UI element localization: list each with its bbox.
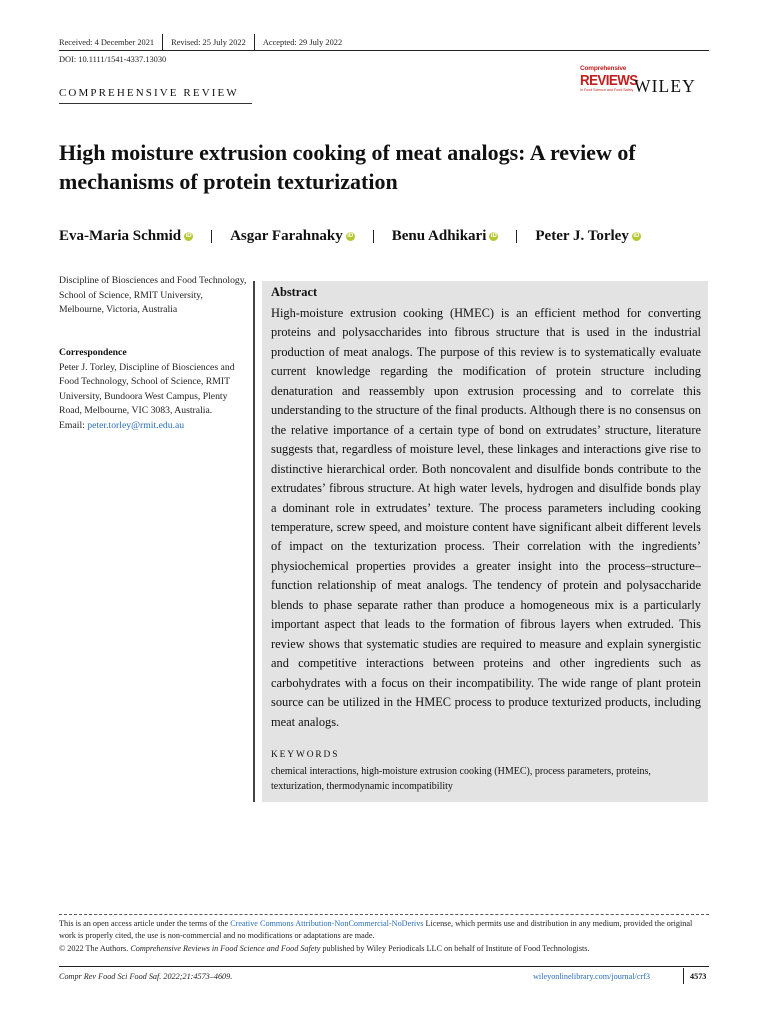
orcid-icon[interactable]: iD	[490, 232, 497, 239]
journal-logo-line2: REVIEWS	[580, 72, 638, 89]
journal-logo-line1: Comprehensive	[580, 65, 627, 72]
accepted-date: Accepted: 29 July 2022	[262, 37, 343, 47]
license-notice	[59, 918, 711, 942]
footnote-divider	[59, 914, 709, 915]
journal-url-link[interactable]: wileyonlinelibrary.com/journal/crf3	[533, 972, 651, 981]
author-name: Benu Adhikari	[391, 227, 487, 244]
author[interactable]	[535, 228, 640, 245]
publisher-logo: WILEY	[634, 76, 696, 96]
orcid-icon[interactable]: iD	[185, 232, 192, 239]
journal-logo	[580, 65, 638, 96]
orcid-icon[interactable]: iD	[633, 232, 640, 239]
received-date: Received: 4 December 2021	[59, 37, 155, 47]
page-number: 4573	[690, 972, 707, 981]
abstract-heading: Abstract	[271, 285, 318, 299]
date-separator	[254, 34, 255, 50]
date-separator	[162, 34, 163, 50]
license-link[interactable]: Creative Commons Attribution-NonCommercial-NoDerivs	[230, 919, 424, 928]
author-name: Asgar Farahnaky	[230, 227, 343, 244]
email-label: Email:	[59, 419, 88, 431]
section-label: COMPREHENSIVE REVIEW	[59, 87, 239, 99]
author-name: Peter J. Torley	[535, 227, 629, 244]
abstract-box	[262, 281, 708, 802]
copyright-suffix: published by Wiley Periodicals LLC on behalf of Institute of Food Technologists.	[320, 944, 590, 953]
author-separator	[373, 230, 374, 243]
journal-logo-line3: In Food Science and Food Safety	[580, 88, 634, 92]
article-dates	[59, 34, 342, 50]
author-separator	[516, 230, 517, 243]
column-divider	[253, 281, 255, 802]
correspondence-email	[59, 419, 249, 434]
keywords-text: chemical interactions, high-moisture extrusion cooking (HMEC), process parameters, proteins, texturization, thermodynamic incompatibility	[271, 766, 651, 793]
orcid-icon[interactable]: iD	[347, 232, 354, 239]
copyright-prefix: © 2022 The Authors.	[59, 944, 131, 953]
correspondence	[59, 346, 249, 434]
license-suffix: License, which permits use and distribution in any medium, provided the original work is properly cited, the use is non-commercial and no modifications or adaptations are made.	[59, 919, 693, 941]
article-title: High moisture extrusion cooking of meat analogs: A review of mechanisms of protein texturization	[59, 140, 636, 194]
copyright-notice	[59, 943, 711, 955]
copyright-journal: Comprehensive Reviews in Food Science and Food Safety	[130, 944, 321, 953]
journal-citation: Compr Rev Food Sci Food Saf. 2022;21:4573–4609.	[59, 972, 233, 981]
footer-rule	[59, 966, 709, 967]
author-list	[59, 226, 641, 246]
keywords-heading: KEYWORDS	[271, 750, 340, 760]
author-name: Eva-Maria Schmid	[59, 227, 182, 244]
correspondence-heading: Correspondence	[59, 347, 127, 358]
author[interactable]	[230, 228, 355, 245]
author[interactable]	[59, 228, 193, 245]
section-label-underline	[59, 103, 252, 104]
author-separator	[211, 230, 212, 243]
author[interactable]	[392, 228, 499, 245]
abstract-text: High-moisture extrusion cooking (HMEC) is an efficient method for converting proteins and polysaccharides into fibrous structure that is used in the industrial production of meat analogs. The purpose of this review is to systematically evaluate current knowledge regarding the modification of protein structure including denaturation and reassembly upon extrusion processing and to correlate this understanding to the structure of the final products. Although there is no consensus on the relative importance of a certain type of bond on extrudates’ structure, literature suggests that, regardless of moisture level, these linkages and interactions give rise to distinctive hierarchical order. Both noncovalent and disulfide bonds contribute to the extrudates’ fibrous structure. At high water levels, hydrogen and disulfide bonds play a dominant role in extrudates’ texture. The process parameters including cooking temperature, screw speed, and moisture content have significant albeit different levels of impact on the texturization process. Their correlation with the ingredients’ physiochemical properties provides a greater insight into the process–structure–function relationship of meat analogs. The tendency of protein and polysaccharide blends to phase separate rather than produce a homogeneous mix is a particularly important aspect that leads to the formation of fibrous layers when extruded. This review shows that systematic studies are required to measure and explain synergistic and competitive interactions between proteins and other ingredients such as carbohydrates with a focus on their incompatibility. The wide range of plant protein source can be utilized in the HMEC process to produce texturized products, including meat analogs.	[271, 306, 701, 729]
revised-date: Revised: 25 July 2022	[171, 37, 246, 47]
doi[interactable]: DOI: 10.1111/1541-4337.13030	[59, 55, 167, 64]
license-prefix: This is an open access article under the terms of the	[59, 919, 231, 928]
header-rule	[59, 50, 709, 51]
correspondence-address: Peter J. Torley, Discipline of Biosciences and Food Technology, School of Science, RMIT University, Bundoora West Campus, Plenty Road, Melbourne, VIC 3083, Australia.	[59, 361, 235, 417]
page-separator	[683, 968, 684, 984]
affiliation: Discipline of Biosciences and Food Technology, School of Science, RMIT University, Melbourne, Victoria, Australia	[59, 275, 247, 316]
email-link[interactable]: peter.torley@rmit.edu.au	[87, 419, 185, 431]
